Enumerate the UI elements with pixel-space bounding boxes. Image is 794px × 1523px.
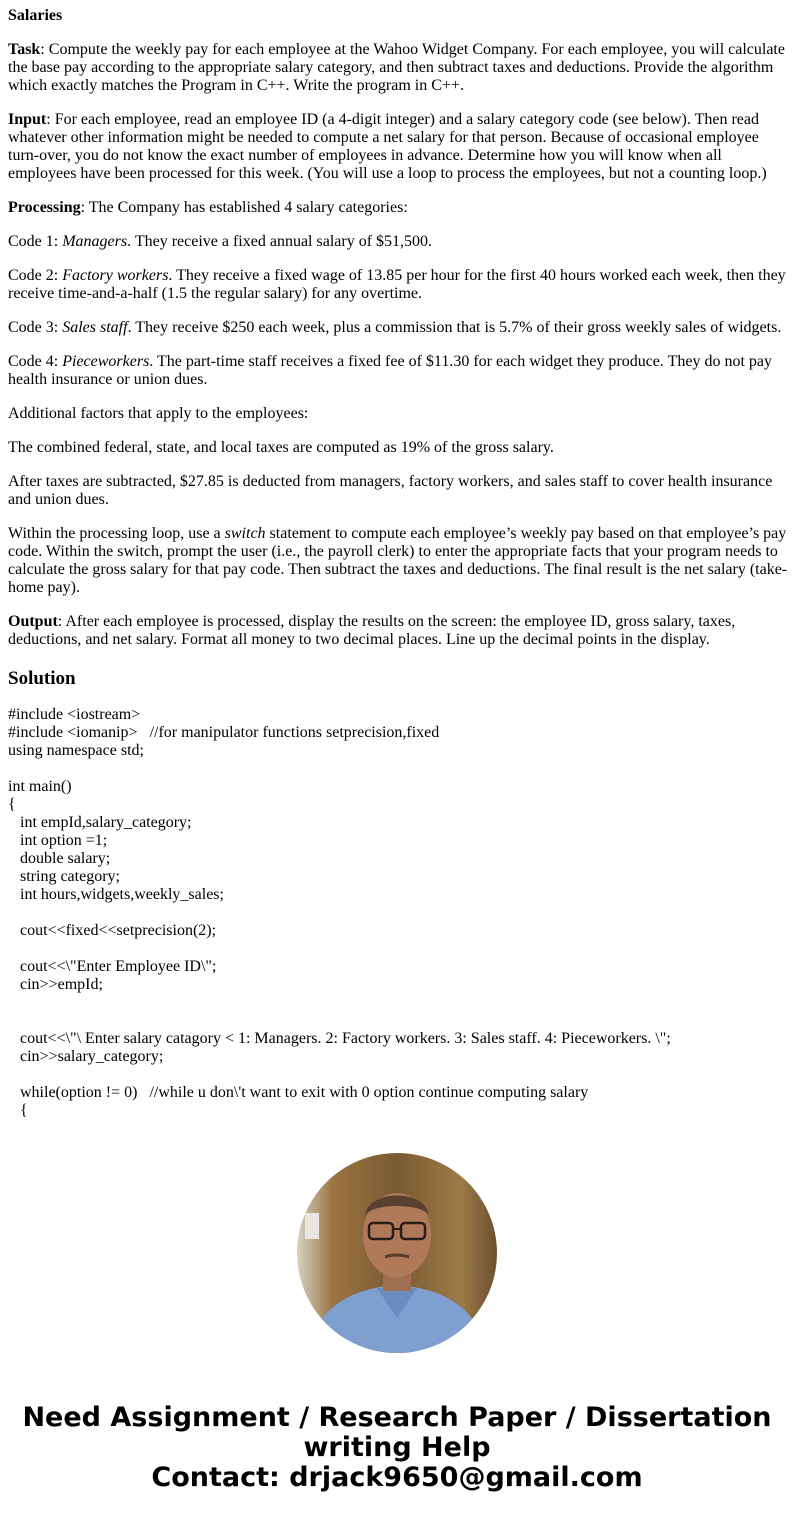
code-line: { <box>8 796 16 813</box>
output-label: Output <box>8 613 58 630</box>
code-line <box>8 940 788 958</box>
code-block <box>8 706 788 1120</box>
code-1-paragraph <box>8 233 788 251</box>
deduction-paragraph: After taxes are subtracted, $27.85 is deducted from managers, factory workers, and sales staff to cover health insurance and union dues. <box>8 473 773 508</box>
code-1-prefix: Code 1: <box>8 233 63 250</box>
code-1-text: . They receive a fixed annual salary of $51,500. <box>127 233 433 250</box>
solution-heading: Solution <box>8 668 76 689</box>
code-3-prefix: Code 3: <box>8 319 63 336</box>
code-line: int hours,widgets,weekly_sales; <box>8 886 224 903</box>
output-paragraph <box>8 613 788 649</box>
promo-line-2: writing Help <box>303 1432 491 1463</box>
page-title: Salaries <box>8 7 63 24</box>
task-text: : Compute the weekly pay for each employee at the Wahoo Widget Company. For each employee, you will calculate the base pay according to the appropriate salary category, and then subtract taxes and deductions. Provide the algorithm which exactly matches the Program in C++. Write the program in C++. <box>8 41 785 94</box>
code-2-prefix: Code 2: <box>8 267 63 284</box>
input-text: : For each employee, read an employee ID (a 4-digit integer) and a salary category code (see below). Then read whatever other information might be needed to compute a net salary for that person. Because of occasional employee turn-over, you do not know the exact number of employees in advance. Determine how you will know when all employees have been processed for this week. (You will use a loop to process the employees, but not a counting loop.) <box>8 111 767 182</box>
processing-label: Processing <box>8 199 81 216</box>
code-4-text: . The part-time staff receives a fixed fee of $11.30 for each widget they produce. They do not pay health insurance or union dues. <box>8 353 773 388</box>
code-line: cout<<\"Enter Employee ID\"; <box>8 958 217 975</box>
switch-before: Within the processing loop, use a <box>8 525 225 542</box>
code-line: int empId,salary_category; <box>8 814 192 831</box>
switch-paragraph <box>8 525 788 597</box>
code-line: { <box>8 1102 28 1119</box>
code-line <box>8 1012 788 1030</box>
author-photo <box>297 1153 497 1353</box>
code-line: using namespace std; <box>8 742 144 759</box>
code-2-paragraph <box>8 267 788 303</box>
output-text: : After each employee is processed, display the results on the screen: the employee ID, gross salary, taxes, deductions, and net salary. Format all money to two decimal places. Line up the decimal points in the display. <box>8 613 736 648</box>
code-line <box>8 1066 788 1084</box>
code-line <box>8 760 788 778</box>
processing-text: : The Company has established 4 salary categories: <box>80 199 408 216</box>
code-3-name: Sales staff <box>62 319 128 336</box>
code-line: #include <iostream> <box>8 706 141 723</box>
taxes-paragraph: The combined federal, state, and local taxes are computed as 19% of the gross salary. <box>8 439 554 456</box>
code-4-prefix: Code 4: <box>8 353 63 370</box>
switch-after: statement to compute each employee’s weekly pay based on that employee’s pay code. Within the switch, prompt the user (i.e., the payroll clerk) to enter the appropriate facts that your program needs to calculate the gross salary for that pay code. Then subtract the taxes and deductions. The final result is the net salary (take-home pay). <box>8 525 788 596</box>
code-line: cout<<\"\ Enter salary catagory < 1: Managers. 2: Factory workers. 3: Sales staff. 4: Pieceworkers. \"; <box>8 1030 671 1047</box>
switch-word: switch <box>224 525 266 542</box>
code-line: cin>>salary_category; <box>8 1048 164 1065</box>
code-3-text: . They receive $250 each week, plus a commission that is 5.7% of their gross weekly sales of widgets. <box>127 319 782 336</box>
code-line: cin>>empId; <box>8 976 103 993</box>
portrait-image <box>297 1153 497 1353</box>
code-line: string category; <box>8 868 120 885</box>
code-line: cout<<fixed<<setprecision(2); <box>8 922 217 939</box>
code-line <box>8 904 788 922</box>
input-paragraph <box>8 111 788 183</box>
code-2-name: Factory workers <box>62 267 169 284</box>
code-line: double salary; <box>8 850 111 867</box>
code-4-paragraph <box>8 353 788 389</box>
promo-banner <box>0 1403 794 1493</box>
processing-paragraph <box>8 199 788 217</box>
code-line: int main() <box>8 778 72 795</box>
code-1-name: Managers <box>62 233 128 250</box>
code-3-paragraph <box>8 319 788 337</box>
code-2-text: . They receive a fixed wage of 13.85 per hour for the first 40 hours worked each week, then they receive time-and-a-half (1.5 the regular salary) for any overtime. <box>8 267 786 302</box>
input-label: Input <box>8 111 47 128</box>
code-line: #include <iomanip> //for manipulator functions setprecision,fixed <box>8 724 440 741</box>
promo-contact: Contact: drjack9650@gmail.com <box>151 1462 643 1493</box>
promo-line-1: Need Assignment / Research Paper / Dissertation <box>22 1402 772 1433</box>
code-4-name: Pieceworkers <box>62 353 150 370</box>
task-label: Task <box>8 41 41 58</box>
code-line: while(option != 0) //while u don\'t want to exit with 0 option continue computing salary <box>8 1084 589 1101</box>
additional-paragraph: Additional factors that apply to the employees: <box>8 405 309 422</box>
document-content <box>8 0 788 1120</box>
task-paragraph <box>8 41 788 95</box>
code-line <box>8 994 788 1012</box>
code-line: int option =1; <box>8 832 108 849</box>
